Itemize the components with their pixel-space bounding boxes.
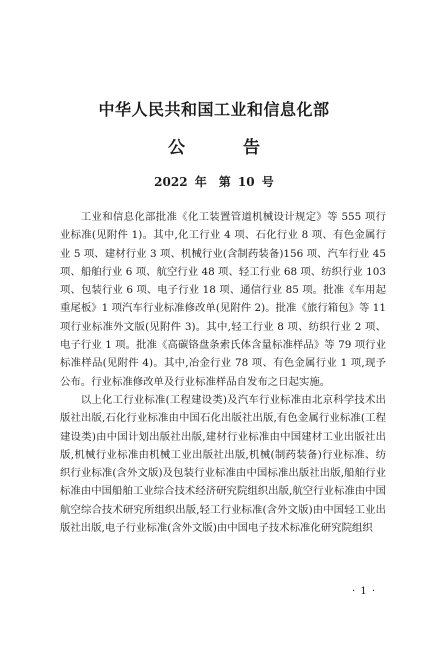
- paragraph-approval: 工业和信息化部批准《化工装置管道机械设计规定》等 555 项行业标准(见附件 1)。其中,化工行业 4 项、石化行业 8 项、有色金属行业 5 项、建材行业 3 项、机械行业(含制药装备)156 项、汽车行业 45 项、船舶行业 6 项、航空行业 48 项、轻工行业 68 项、纺织行业 103 项、包装行业 6 项、电子行业 18 项、通信行业 85 项。批准《车用起重尾板》1 项汽车行业标准修改单(见附件 2)。批准《旅行箱包》等 11 项行业标准外文版(见附件 3)。其中,轻工行业 8 项、纺织行业 2 项、电子行业 1 项。批准《高碳铬盘条索氏体含量标准样品》等 79 项行业标准样品(见附件 4)。其中,冶金行业 78 项、有色金属行业 1 项,现予公布。行业标准修改单及行业标准样品自发布之日起实施。: [60, 211, 386, 388]
- paragraph-publishers: 以上化工行业标准(工程建设类)及汽车行业标准由北京科学技术出版社出版,石化行业标准由中国石化出版社出版,有色金属行业标准(工程建设类)由中国计划出版社出版,建材行业标准由中国建材工业出版社出版,机械行业标准由机械工业出版社出版,机械(制药装备)行业标准、纺织行业标准(含外文版)及包装行业标准由中国标准出版社出版,船舶行业标准由中国船舶工业综合技术经济研究院组织出版,航空行业标准由中国航空综合技术研究所组织出版,轻工行业标准(含外文版)由中国轻工业出版社出版,电子行业标准(含外文版)由中国电子技术标准化研究院组织: [60, 393, 386, 535]
- ministry-name: 中华人民共和国工业和信息化部: [98, 100, 330, 119]
- document-type-title: 公 告: [168, 138, 286, 158]
- announcement-body: [60, 208, 386, 537]
- document-number: 2022 年 第 10 号: [154, 175, 274, 189]
- page-number: · 1 ·: [352, 586, 377, 597]
